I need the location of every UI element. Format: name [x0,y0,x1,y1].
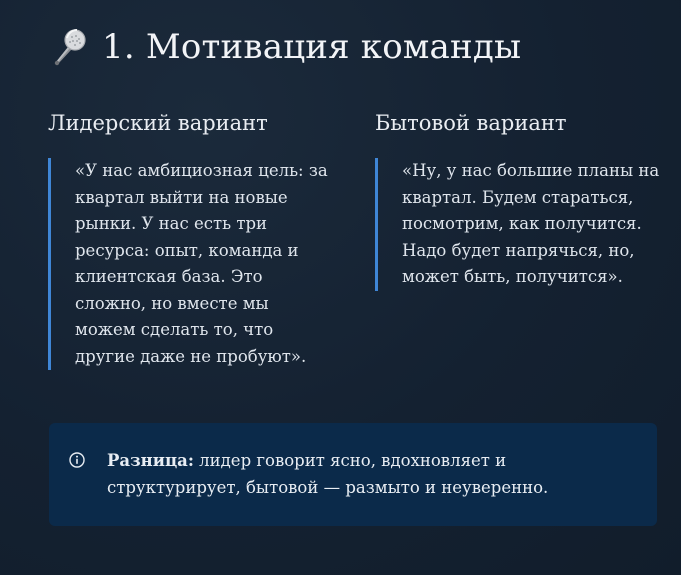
casual-variant-column [375,108,670,291]
leader-variant-heading: Лидерский вариант [48,111,268,135]
casual-variant-quote: «Ну, у нас большие планы на квартал. Будем стараться, посмотрим, как получится. Надо будет напрячься, но, может быть, получится». [375,158,662,291]
difference-body: лидер говорит ясно, вдохновляет и структурирует, бытовой — размыто и неуверенно. [107,451,549,497]
info-icon [69,452,85,468]
page-title-row [48,22,521,72]
difference-label: Разница: [107,451,194,470]
microphone-icon [48,27,88,67]
difference-callout [49,423,657,526]
leader-variant-column [48,108,338,370]
difference-text [107,447,617,501]
casual-variant-heading: Бытовой вариант [375,111,567,135]
leader-variant-quote: «У нас амбициозная цель: за квартал выйти на новые рынки. У нас есть три ресурса: опыт, команда и клиентская база. Это сложно, но вместе мы можем сделать то, что другие даже не пробуют». [48,158,330,370]
page-title: 1. Мотивация команды [102,27,522,67]
